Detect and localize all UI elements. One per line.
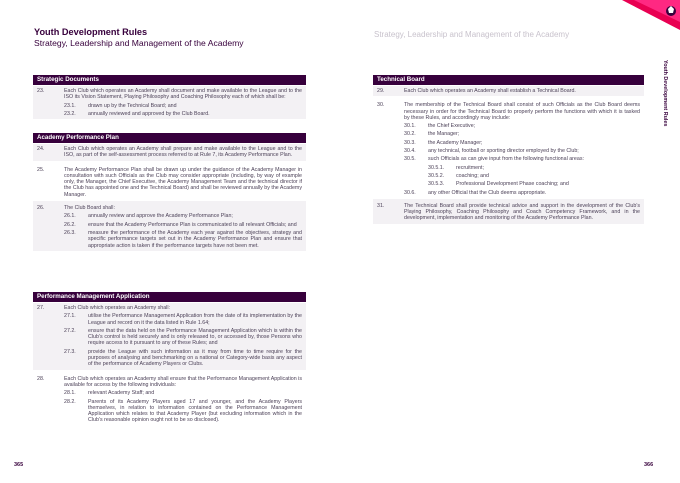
sub-rule-26-1 <box>64 213 302 219</box>
sub-rule-text: Parents of its Academy Players aged 17 and younger, and the Academy Players themselves, in relation to information contained on the Performance Management Application which relates to that Academy Player (but excluding information which in the Club’s reasonable opinion ought not to be so disclosed). <box>88 398 302 424</box>
sub-sub-rule-text: Professional Development Phase coaching; and <box>456 181 569 188</box>
section-heading-performance-management-application: Performance Management Application <box>33 292 306 302</box>
sub-rule-27-3 <box>64 349 302 368</box>
side-tab-label: Youth Development Rules <box>662 60 668 127</box>
rule-row-23 <box>33 85 306 119</box>
sub-rule-text: such Officials as can give input from the following functional areas: <box>428 156 584 163</box>
rule-text <box>64 303 306 370</box>
sub-rule-30-5 <box>404 156 640 162</box>
sub-sub-rule-30-5-2 <box>404 173 640 179</box>
sub-sub-rule-number: 30.5.3. <box>428 181 445 188</box>
sub-rule-number: 27.1. <box>64 313 76 320</box>
sub-rule-number: 30.6. <box>404 189 416 196</box>
section-subtitle: Strategy, Leadership and Management of the Academy <box>34 38 244 48</box>
sub-rule-number: 23.2. <box>64 110 76 117</box>
page-number-right: 366 <box>644 462 654 468</box>
sub-rule-number: 28.2. <box>64 398 76 405</box>
rule-body: The Club Board shall: <box>64 205 115 212</box>
sub-rule-23-1 <box>64 103 302 109</box>
corner-stripe-graphic <box>600 0 680 34</box>
section-heading-technical-board: Technical Board <box>373 75 644 85</box>
sub-rule-number: 27.3. <box>64 348 76 355</box>
rule-number: 27. <box>37 305 45 311</box>
rule-body: The membership of the Technical Board shall consist of such Officials as the Club Board deems necessary in order for the Technical Board to properly perform the functions with which it is tasked by these Rules, and accordingly may include: <box>404 102 640 121</box>
sub-rule-number: 30.4. <box>404 148 416 155</box>
section-heading-strategic-documents: Strategic Documents <box>33 75 306 85</box>
sub-rule-number: 23.1. <box>64 102 76 109</box>
rule-row-31 <box>373 198 644 224</box>
rule-text: Each Club which operates an Academy shall prepare and make available to the League and to the ISO, as part of the self-assessment process referred to at Rule 7, its Academy Performance Plan. <box>64 146 302 159</box>
rule-number: 26. <box>37 205 45 212</box>
sub-rule-text: the Manager; <box>428 131 460 138</box>
technical-board-section <box>373 75 644 224</box>
sub-rule-text: annually reviewed and approved by the Club Board. <box>88 110 210 117</box>
rule-row-29 <box>373 85 644 96</box>
rule-text <box>64 86 306 119</box>
rule-row-25 <box>33 161 306 200</box>
rule-number: 30. <box>377 102 385 109</box>
sub-rule-text: relevant Academy Staff; and <box>88 390 155 397</box>
rule-text: The Academy Performance Plan shall be drawn up under the guidance of the Academy Manager in consultation with such Officials as the Club may consider appropriate (including, by way of example only, the Manager, the Chief Executive, the Academy Management Team and the technical director if the Club has appointed one and the Technical Board) and shall be reviewed annually by the Academy Manager. <box>64 166 302 198</box>
sub-rule-text: any technical, football or sporting director employed by the Club; <box>428 148 579 155</box>
rule-text <box>64 203 306 251</box>
sub-rule-text: drawn up by the Technical Board; and <box>88 102 177 109</box>
sub-rule-text: the Chief Executive; <box>428 123 476 130</box>
sub-rule-23-2 <box>64 111 302 117</box>
sub-rule-text: ensure that the Academy Performance Plan is communicated to all relevant Officials; and <box>88 221 297 228</box>
rule-number: 24. <box>37 146 45 152</box>
sub-rule-text: provide the League with such information as it may from time to time require for the purposes of analysing and benchmarking on a national or Category-wide basis any aspect of the performance of Academy Players or Clubs. <box>88 348 302 368</box>
rule-number: 23. <box>37 88 45 94</box>
sub-sub-rule-30-5-1 <box>404 165 640 171</box>
rule-body: Each Club which operates an Academy shall document and make available to the League and to the ISO its Vision Statement, Playing Philosophy and Coaching Philosophy each of which shall be: <box>64 88 302 101</box>
sub-rule-number: 30.2. <box>404 131 416 138</box>
sub-rule-26-3 <box>64 230 302 249</box>
sub-rule-30-4 <box>404 148 640 154</box>
academy-performance-plan-section <box>33 133 306 251</box>
rule-text: Each Club which operates an Academy shall establish a Technical Board. <box>404 88 576 94</box>
sub-rule-number: 27.2. <box>64 327 76 334</box>
rule-number: 29. <box>377 88 385 94</box>
sub-rule-26-2 <box>64 222 302 228</box>
rule-row-27 <box>33 302 306 370</box>
sub-rule-27-2 <box>64 328 302 347</box>
sub-sub-rule-number: 30.5.1. <box>428 164 445 171</box>
sub-rule-number: 26.1. <box>64 213 76 220</box>
side-tab <box>656 60 670 160</box>
sub-rule-text: the Academy Manager; <box>428 139 483 146</box>
running-header-right: Strategy, Leadership and Management of the Academy <box>374 30 570 39</box>
sub-sub-rule-text: coaching; and <box>456 172 489 179</box>
sub-rule-number: 30.3. <box>404 139 416 146</box>
sub-sub-rule-number: 30.5.2. <box>428 172 445 179</box>
sub-rule-27-1 <box>64 313 302 326</box>
rule-row-30 <box>373 96 644 198</box>
sub-rule-28-2 <box>64 399 302 424</box>
rule-row-28 <box>33 370 306 426</box>
right-page <box>340 0 680 483</box>
rule-number: 31. <box>377 202 385 209</box>
sub-sub-rule-30-5-3 <box>404 181 640 187</box>
sub-rule-number: 30.1. <box>404 123 416 130</box>
sub-rule-text: ensure that the data held on the Performance Management Application which is within the Club’s control is held securely and is only released to, or accessed by, those Persons who require access to it pursuant to any of these Rules; and <box>88 327 302 347</box>
sub-rule-30-3 <box>404 140 640 146</box>
rule-number: 28. <box>37 375 45 382</box>
rule-row-26 <box>33 200 306 251</box>
rule-row-24 <box>33 143 306 161</box>
section-heading-academy-performance-plan: Academy Performance Plan <box>33 133 306 143</box>
sub-rule-text: measure the performance of the Academy each year against the objectives, strategy and specific performance targets set out in the Academy Performance Plan and ensure that appropriate action is taken if the performance targets have not been met. <box>88 229 302 249</box>
page-number-left: 365 <box>14 462 24 468</box>
corner-accent <box>600 0 680 34</box>
sub-rule-number: 30.5. <box>404 156 416 163</box>
rule-number: 25. <box>37 166 45 173</box>
sub-rule-text: annually review and approve the Academy Performance Plan; <box>88 213 233 220</box>
sub-rule-number: 28.1. <box>64 390 76 397</box>
sub-rule-text: utilise the Performance Management Application from the date of its implementation by the League and record on it the data listed in Rule 1.64; <box>88 313 302 326</box>
sub-rule-30-6 <box>404 190 640 196</box>
sub-rule-number: 26.2. <box>64 221 76 228</box>
rule-text <box>64 374 306 426</box>
document-title: Youth Development Rules <box>34 27 148 37</box>
rule-text <box>404 100 644 198</box>
strategic-documents-section <box>33 75 306 119</box>
sub-rule-30-2 <box>404 131 640 137</box>
rule-body: Each Club which operates an Academy shall: <box>64 305 170 311</box>
rule-body: Each Club which operates an Academy shall ensure that the Performance Management Application is available for access by the following individuals: <box>64 375 302 388</box>
rule-text: The Technical Board shall provide technical advice and support in the development of the Club’s Playing Philosophy, Coaching Philosophy and Coach Competency Framework, and in the development, implementation and monitoring of the Academy Performance Plan. <box>404 202 640 222</box>
performance-management-application-section <box>33 292 306 426</box>
sub-rule-30-1 <box>404 123 640 129</box>
sub-rule-28-1 <box>64 390 302 396</box>
sub-rule-number: 26.3. <box>64 229 76 236</box>
sub-rule-text: any other Official that the Club deems appropriate. <box>428 189 547 196</box>
sub-sub-rule-text: recruitment; <box>456 164 484 171</box>
